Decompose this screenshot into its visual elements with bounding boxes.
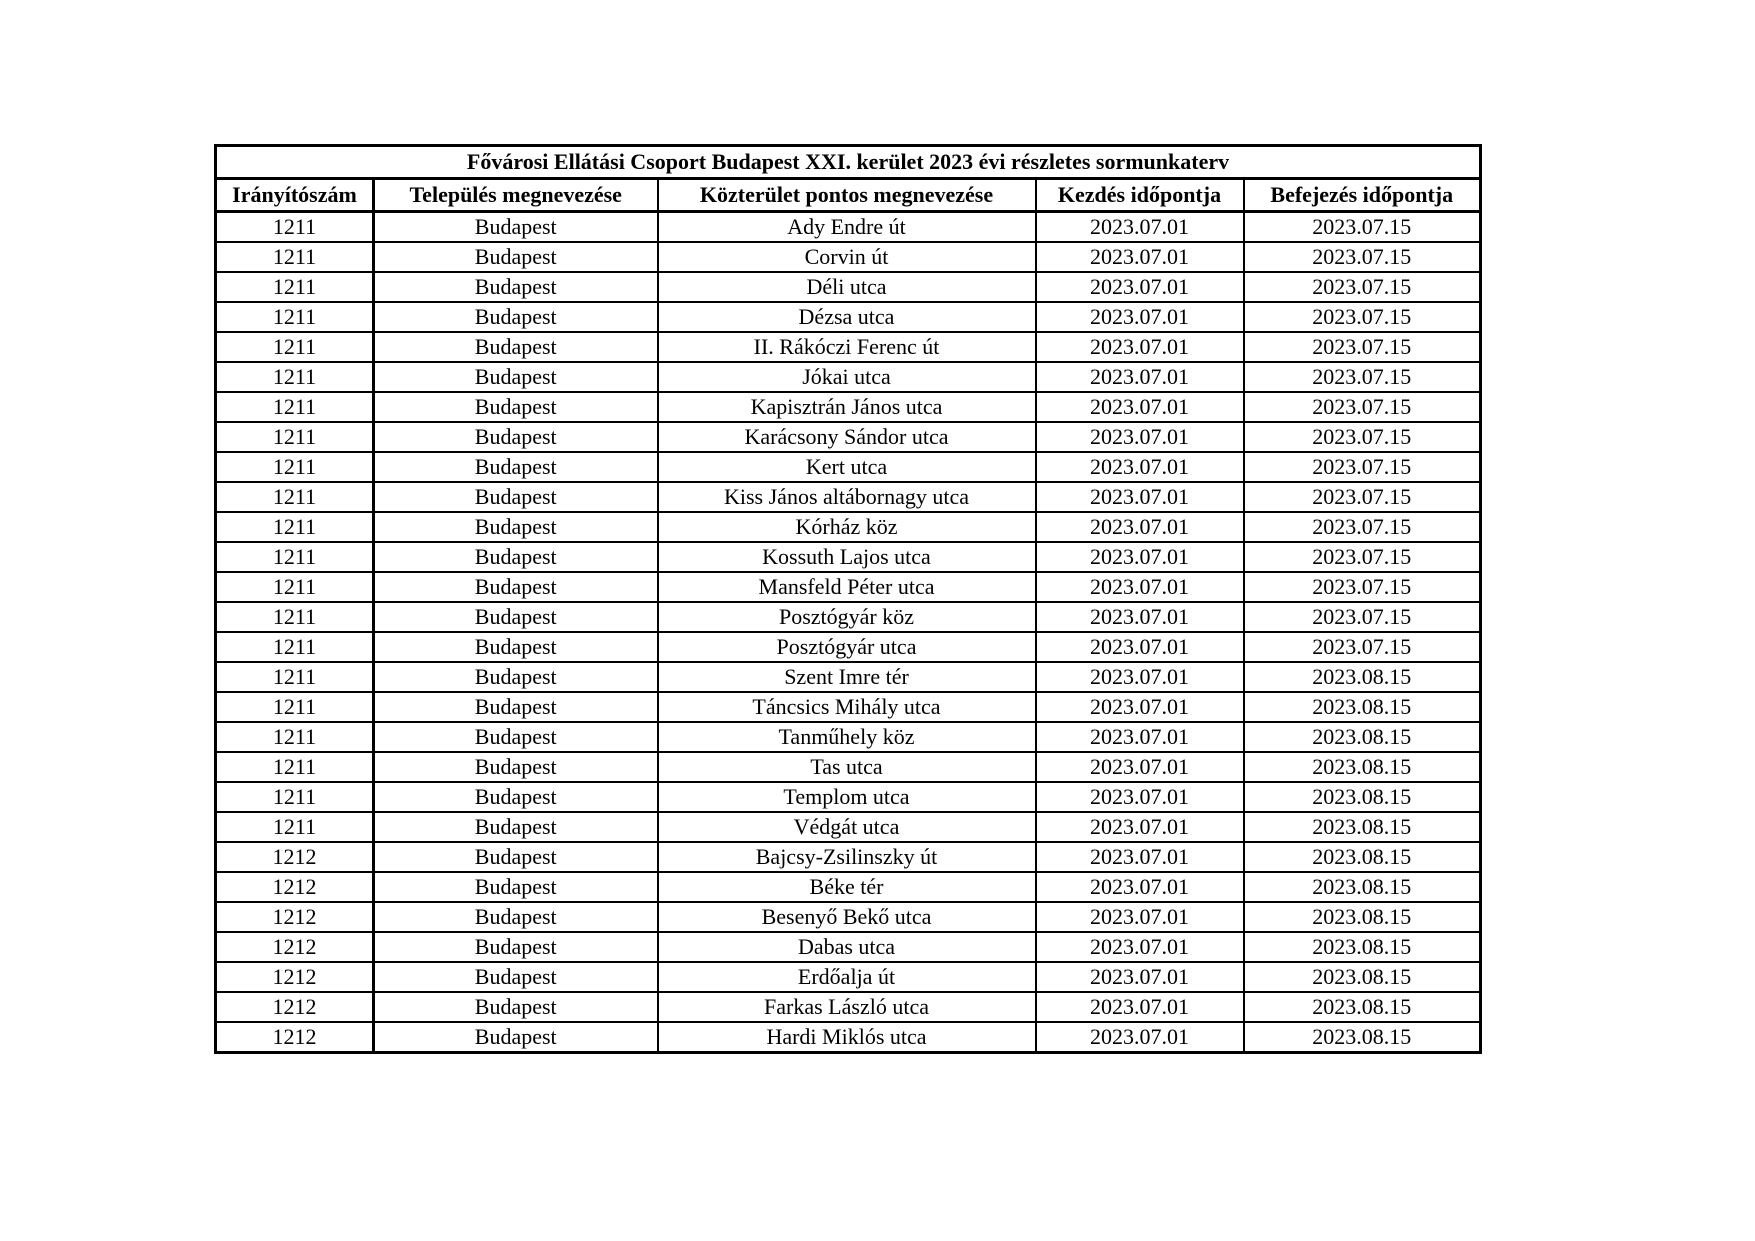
cell-end-date: 2023.07.15 xyxy=(1244,542,1481,572)
cell-settlement: Budapest xyxy=(374,392,658,422)
cell-end-date: 2023.08.15 xyxy=(1244,752,1481,782)
cell-settlement: Budapest xyxy=(374,632,658,662)
cell-settlement: Budapest xyxy=(374,902,658,932)
cell-street: Kossuth Lajos utca xyxy=(658,542,1036,572)
table-title: Fővárosi Ellátási Csoport Budapest XXI. kerület 2023 évi részletes sormunkaterv xyxy=(216,146,1481,179)
cell-postal-code: 1211 xyxy=(216,302,374,332)
table-row xyxy=(216,782,1481,812)
cell-settlement: Budapest xyxy=(374,572,658,602)
cell-settlement: Budapest xyxy=(374,272,658,302)
cell-settlement: Budapest xyxy=(374,872,658,902)
cell-postal-code: 1212 xyxy=(216,842,374,872)
table-row xyxy=(216,512,1481,542)
cell-settlement: Budapest xyxy=(374,242,658,272)
cell-start-date: 2023.07.01 xyxy=(1036,902,1244,932)
table-row xyxy=(216,662,1481,692)
cell-start-date: 2023.07.01 xyxy=(1036,242,1244,272)
cell-end-date: 2023.07.15 xyxy=(1244,572,1481,602)
cell-end-date: 2023.08.15 xyxy=(1244,812,1481,842)
cell-street: Béke tér xyxy=(658,872,1036,902)
cell-street: Jókai utca xyxy=(658,362,1036,392)
cell-start-date: 2023.07.01 xyxy=(1036,872,1244,902)
cell-street: Hardi Miklós utca xyxy=(658,1022,1036,1053)
cell-street: Kert utca xyxy=(658,452,1036,482)
cell-start-date: 2023.07.01 xyxy=(1036,962,1244,992)
cell-settlement: Budapest xyxy=(374,302,658,332)
table-row xyxy=(216,812,1481,842)
cell-street: Dabas utca xyxy=(658,932,1036,962)
cell-postal-code: 1211 xyxy=(216,662,374,692)
table-row xyxy=(216,992,1481,1022)
cell-postal-code: 1211 xyxy=(216,512,374,542)
cell-start-date: 2023.07.01 xyxy=(1036,482,1244,512)
cell-end-date: 2023.07.15 xyxy=(1244,422,1481,452)
cell-end-date: 2023.07.15 xyxy=(1244,602,1481,632)
cell-postal-code: 1211 xyxy=(216,452,374,482)
cell-street: Dézsa utca xyxy=(658,302,1036,332)
cell-postal-code: 1211 xyxy=(216,242,374,272)
cell-street: Szent Imre tér xyxy=(658,662,1036,692)
cell-postal-code: 1212 xyxy=(216,1022,374,1053)
cell-postal-code: 1211 xyxy=(216,362,374,392)
cell-postal-code: 1211 xyxy=(216,392,374,422)
table-row xyxy=(216,1022,1481,1053)
cell-settlement: Budapest xyxy=(374,602,658,632)
cell-start-date: 2023.07.01 xyxy=(1036,722,1244,752)
table-row xyxy=(216,272,1481,302)
cell-start-date: 2023.07.01 xyxy=(1036,812,1244,842)
table-row xyxy=(216,572,1481,602)
cell-postal-code: 1212 xyxy=(216,932,374,962)
table-row xyxy=(216,902,1481,932)
cell-postal-code: 1211 xyxy=(216,332,374,362)
cell-settlement: Budapest xyxy=(374,1022,658,1053)
cell-start-date: 2023.07.01 xyxy=(1036,632,1244,662)
cell-start-date: 2023.07.01 xyxy=(1036,392,1244,422)
cell-end-date: 2023.08.15 xyxy=(1244,962,1481,992)
cell-settlement: Budapest xyxy=(374,482,658,512)
cell-street: Védgát utca xyxy=(658,812,1036,842)
cell-start-date: 2023.07.01 xyxy=(1036,842,1244,872)
cell-street: Templom utca xyxy=(658,782,1036,812)
cell-postal-code: 1211 xyxy=(216,752,374,782)
cell-street: Tanműhely köz xyxy=(658,722,1036,752)
table-row xyxy=(216,542,1481,572)
cell-end-date: 2023.08.15 xyxy=(1244,1022,1481,1053)
cell-postal-code: 1211 xyxy=(216,782,374,812)
cell-start-date: 2023.07.01 xyxy=(1036,602,1244,632)
cell-postal-code: 1211 xyxy=(216,482,374,512)
cell-end-date: 2023.07.15 xyxy=(1244,452,1481,482)
cell-start-date: 2023.07.01 xyxy=(1036,302,1244,332)
cell-end-date: 2023.08.15 xyxy=(1244,932,1481,962)
table-row xyxy=(216,842,1481,872)
table-row xyxy=(216,872,1481,902)
cell-postal-code: 1211 xyxy=(216,812,374,842)
table-row xyxy=(216,692,1481,722)
cell-start-date: 2023.07.01 xyxy=(1036,272,1244,302)
cell-street: Karácsony Sándor utca xyxy=(658,422,1036,452)
cell-street: Besenyő Bekő utca xyxy=(658,902,1036,932)
cell-street: Erdőalja út xyxy=(658,962,1036,992)
table-row xyxy=(216,452,1481,482)
cell-settlement: Budapest xyxy=(374,542,658,572)
cell-end-date: 2023.08.15 xyxy=(1244,662,1481,692)
cell-settlement: Budapest xyxy=(374,782,658,812)
cell-start-date: 2023.07.01 xyxy=(1036,422,1244,452)
cell-street: Kórház köz xyxy=(658,512,1036,542)
cell-start-date: 2023.07.01 xyxy=(1036,542,1244,572)
cell-end-date: 2023.08.15 xyxy=(1244,872,1481,902)
cell-street: Déli utca xyxy=(658,272,1036,302)
table-row xyxy=(216,752,1481,782)
cell-street: Posztógyár utca xyxy=(658,632,1036,662)
cell-end-date: 2023.08.15 xyxy=(1244,842,1481,872)
cell-settlement: Budapest xyxy=(374,452,658,482)
cell-postal-code: 1211 xyxy=(216,272,374,302)
table-row xyxy=(216,332,1481,362)
cell-start-date: 2023.07.01 xyxy=(1036,662,1244,692)
cell-street: II. Rákóczi Ferenc út xyxy=(658,332,1036,362)
cell-settlement: Budapest xyxy=(374,362,658,392)
cell-street: Mansfeld Péter utca xyxy=(658,572,1036,602)
cell-end-date: 2023.07.15 xyxy=(1244,512,1481,542)
cell-street: Táncsics Mihály utca xyxy=(658,692,1036,722)
cell-postal-code: 1212 xyxy=(216,992,374,1022)
work-plan-table xyxy=(214,144,1482,1054)
table-row xyxy=(216,212,1481,243)
cell-settlement: Budapest xyxy=(374,842,658,872)
cell-postal-code: 1211 xyxy=(216,692,374,722)
cell-street: Posztógyár köz xyxy=(658,602,1036,632)
table-row xyxy=(216,722,1481,752)
cell-settlement: Budapest xyxy=(374,662,658,692)
cell-end-date: 2023.08.15 xyxy=(1244,782,1481,812)
cell-postal-code: 1212 xyxy=(216,962,374,992)
cell-end-date: 2023.08.15 xyxy=(1244,692,1481,722)
cell-postal-code: 1211 xyxy=(216,722,374,752)
cell-end-date: 2023.07.15 xyxy=(1244,482,1481,512)
cell-postal-code: 1211 xyxy=(216,422,374,452)
cell-postal-code: 1211 xyxy=(216,212,374,243)
table-row xyxy=(216,962,1481,992)
cell-settlement: Budapest xyxy=(374,932,658,962)
cell-end-date: 2023.07.15 xyxy=(1244,362,1481,392)
cell-postal-code: 1211 xyxy=(216,542,374,572)
cell-postal-code: 1212 xyxy=(216,902,374,932)
table-body xyxy=(216,212,1481,1053)
cell-postal-code: 1211 xyxy=(216,572,374,602)
cell-start-date: 2023.07.01 xyxy=(1036,692,1244,722)
cell-postal-code: 1212 xyxy=(216,872,374,902)
cell-settlement: Budapest xyxy=(374,212,658,243)
cell-end-date: 2023.07.15 xyxy=(1244,332,1481,362)
cell-street: Farkas László utca xyxy=(658,992,1036,1022)
cell-start-date: 2023.07.01 xyxy=(1036,362,1244,392)
cell-start-date: 2023.07.01 xyxy=(1036,752,1244,782)
cell-end-date: 2023.08.15 xyxy=(1244,722,1481,752)
cell-street: Kapisztrán János utca xyxy=(658,392,1036,422)
table-row xyxy=(216,602,1481,632)
table-row xyxy=(216,392,1481,422)
cell-start-date: 2023.07.01 xyxy=(1036,572,1244,602)
cell-end-date: 2023.07.15 xyxy=(1244,302,1481,332)
cell-postal-code: 1211 xyxy=(216,602,374,632)
cell-settlement: Budapest xyxy=(374,752,658,782)
cell-start-date: 2023.07.01 xyxy=(1036,782,1244,812)
column-header-settlement: Település megnevezése xyxy=(374,179,658,212)
cell-settlement: Budapest xyxy=(374,332,658,362)
cell-start-date: 2023.07.01 xyxy=(1036,992,1244,1022)
cell-settlement: Budapest xyxy=(374,962,658,992)
table-row xyxy=(216,302,1481,332)
column-header-postal-code: Irányítószám xyxy=(216,179,374,212)
cell-end-date: 2023.07.15 xyxy=(1244,212,1481,243)
cell-end-date: 2023.07.15 xyxy=(1244,392,1481,422)
column-header-end-date: Befejezés időpontja xyxy=(1244,179,1481,212)
cell-street: Bajcsy-Zsilinszky út xyxy=(658,842,1036,872)
table-row xyxy=(216,422,1481,452)
header-row xyxy=(216,179,1481,212)
cell-street: Kiss János altábornagy utca xyxy=(658,482,1036,512)
column-header-street: Közterület pontos megnevezése xyxy=(658,179,1036,212)
cell-start-date: 2023.07.01 xyxy=(1036,212,1244,243)
cell-street: Corvin út xyxy=(658,242,1036,272)
cell-start-date: 2023.07.01 xyxy=(1036,512,1244,542)
cell-street: Tas utca xyxy=(658,752,1036,782)
table-row xyxy=(216,362,1481,392)
column-header-start-date: Kezdés időpontja xyxy=(1036,179,1244,212)
cell-settlement: Budapest xyxy=(374,812,658,842)
cell-settlement: Budapest xyxy=(374,992,658,1022)
table-row xyxy=(216,482,1481,512)
table-row xyxy=(216,932,1481,962)
cell-end-date: 2023.07.15 xyxy=(1244,632,1481,662)
cell-end-date: 2023.08.15 xyxy=(1244,902,1481,932)
cell-settlement: Budapest xyxy=(374,422,658,452)
table-row xyxy=(216,242,1481,272)
cell-settlement: Budapest xyxy=(374,722,658,752)
cell-settlement: Budapest xyxy=(374,692,658,722)
cell-end-date: 2023.08.15 xyxy=(1244,992,1481,1022)
cell-street: Ady Endre út xyxy=(658,212,1036,243)
cell-settlement: Budapest xyxy=(374,512,658,542)
table-row xyxy=(216,632,1481,662)
cell-postal-code: 1211 xyxy=(216,632,374,662)
cell-start-date: 2023.07.01 xyxy=(1036,1022,1244,1053)
cell-end-date: 2023.07.15 xyxy=(1244,242,1481,272)
cell-end-date: 2023.07.15 xyxy=(1244,272,1481,302)
cell-start-date: 2023.07.01 xyxy=(1036,932,1244,962)
cell-start-date: 2023.07.01 xyxy=(1036,452,1244,482)
cell-start-date: 2023.07.01 xyxy=(1036,332,1244,362)
